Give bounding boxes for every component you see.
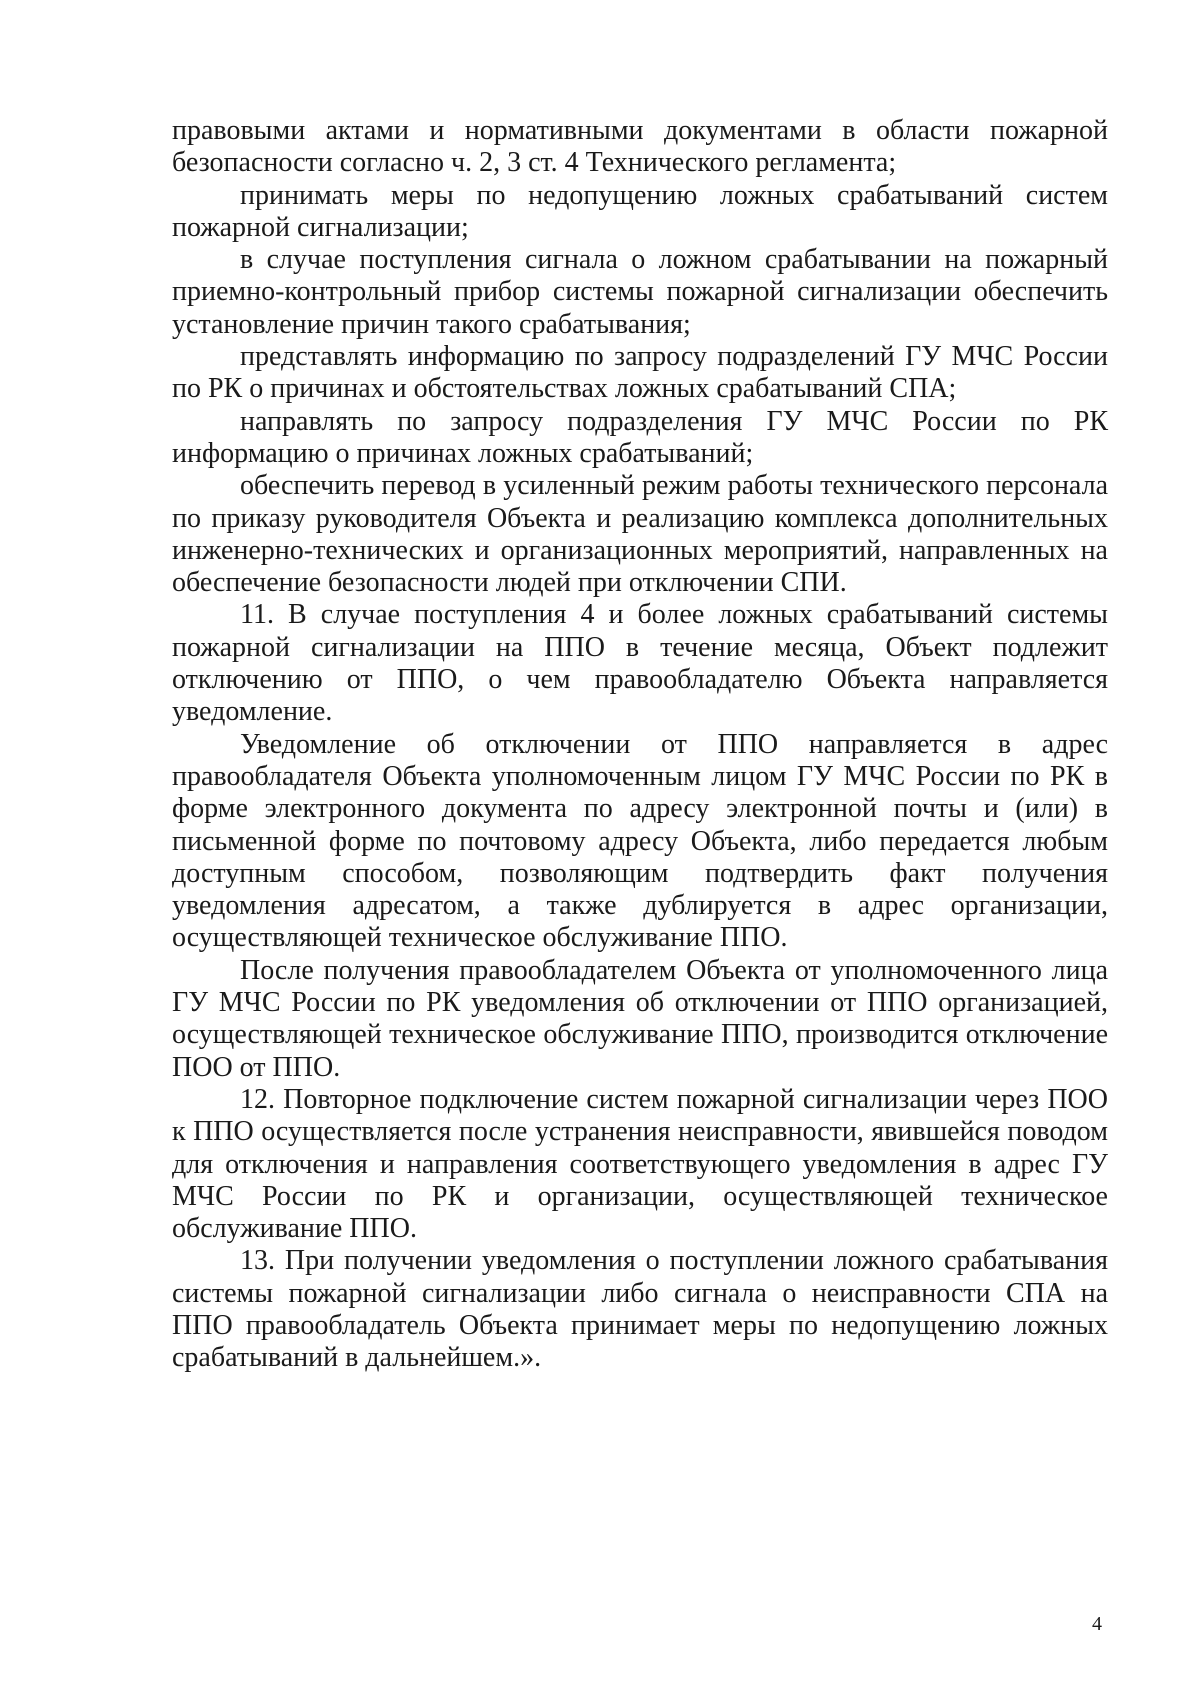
paragraph-disconnection-notice: Уведомление об отключении от ППО направляется в адрес правообладателя Объекта уполномоченным лицом ГУ МЧС России по РК в форме электронного документа по адресу электронной почты и (или) в письменной форме по почтовому адресу Объекта, либо передается любым доступным способом, позволяющим подтвердить факт получения уведомления адресатом, а также дублируется в адрес организации, осуществляющей техническое обслуживание ППО.	[172, 728, 1108, 954]
document-body	[172, 115, 1108, 1375]
paragraph-enhanced-mode: обеспечить перевод в усиленный режим работы технического персонала по приказу руководителя Объекта и реализацию комплекса дополнительных инженерно-технических и организационных мероприятий, направленных на обеспечение безопасности людей при отключении СПИ.	[172, 470, 1108, 599]
paragraph-item-13: 13. При получении уведомления о поступлении ложного срабатывания системы пожарной сигнализации либо сигнала о неисправности СПА на ППО правообладатель Объекта принимает меры по недопущению ложных срабатываний в дальнейшем.».	[172, 1245, 1108, 1374]
page-number: 4	[1092, 1613, 1102, 1635]
paragraph-continuation: правовыми актами и нормативными документами в области пожарной безопасности согласно ч. 2, 3 ст. 4 Технического регламента;	[172, 115, 1108, 179]
paragraph-item-11: 11. В случае поступления 4 и более ложных срабатываний системы пожарной сигнализации на ППО в течение месяца, Объект подлежит отключению от ППО, о чем правообладателю Объекта направляется уведомление.	[172, 599, 1108, 728]
paragraph-send-information: направлять по запросу подразделения ГУ МЧС России по РК информацию о причинах ложных срабатываний;	[172, 405, 1108, 469]
paragraph-prevent-false-alarms: принимать меры по недопущению ложных срабатываний систем пожарной сигнализации;	[172, 179, 1108, 243]
paragraph-provide-information: представлять информацию по запросу подразделений ГУ МЧС России по РК о причинах и обстоятельствах ложных срабатываний СПА;	[172, 341, 1108, 405]
paragraph-item-12: 12. Повторное подключение систем пожарной сигнализации через ПОО к ППО осуществляется после устранения неисправности, явившейся поводом для отключения и направления соответствующего уведомления в адрес ГУ МЧС России по РК и организации, осуществляющей техническое обслуживание ППО.	[172, 1083, 1108, 1245]
paragraph-after-notice: После получения правообладателем Объекта от уполномоченного лица ГУ МЧС России по РК уведомления об отключении от ППО организацией, осуществляющей техническое обслуживание ППО, производится отключение ПОО от ППО.	[172, 954, 1108, 1083]
paragraph-false-alarm-cause: в случае поступления сигнала о ложном срабатывании на пожарный приемно-контрольный прибор системы пожарной сигнализации обеспечить установление причин такого срабатывания;	[172, 244, 1108, 340]
